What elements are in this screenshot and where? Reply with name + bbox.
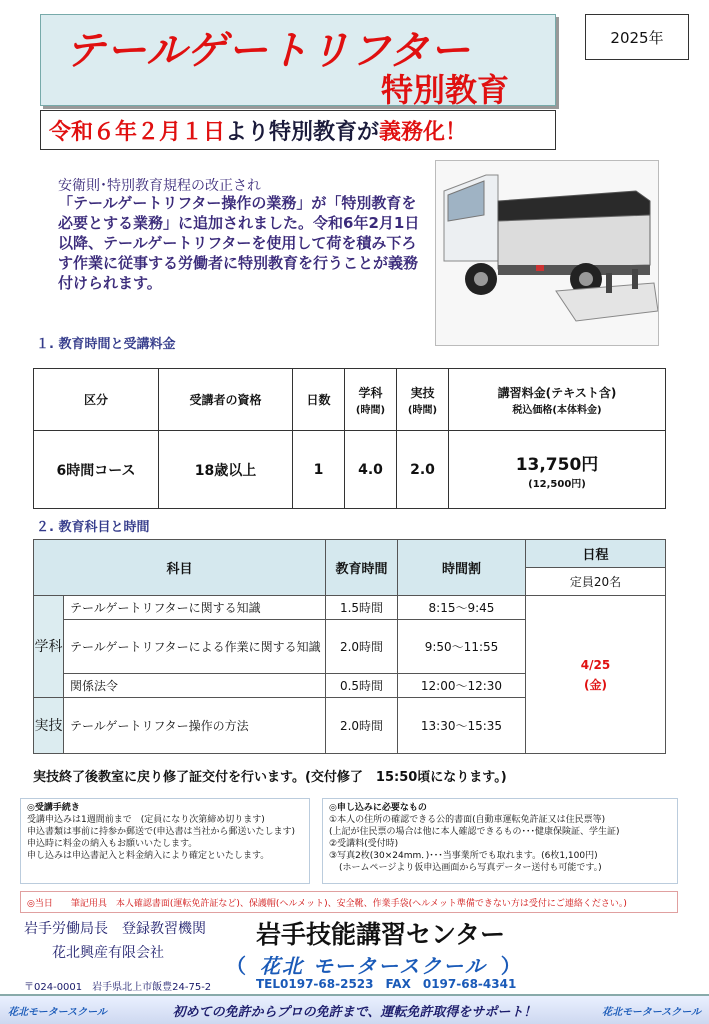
cell-subject: テールゲートリフター操作の方法 <box>64 698 326 754</box>
footer-bar <box>0 994 709 1024</box>
table-header-row <box>34 540 666 568</box>
requirements-line: (ホームページより仮申込画面から写真データー送付も可能です。) <box>339 863 602 873</box>
address: 〒024-0001 岩手県北上市飯豊24-75-2 <box>24 982 212 993</box>
mandate-text: より特別教育が <box>225 119 380 145</box>
mandate-banner <box>40 110 556 150</box>
section1-title: １. 教育時間と受講料金 <box>36 337 176 352</box>
col-schedule: 時間割 <box>398 540 526 596</box>
cell-days: 1 <box>293 431 345 509</box>
procedure-box <box>20 798 310 884</box>
completion-note: 実技終了後教室に戻り修了証交付を行います。(交付修了 15:50頃になります。) <box>33 770 507 785</box>
intro-heading: 安衛則･特別教育規程の改正され <box>58 178 261 194</box>
page-subtitle: 特別教育 <box>380 71 509 109</box>
requirements-box <box>322 798 678 884</box>
contact-numbers: TEL0197-68-2523 FAX 0197-68-4341 <box>256 977 517 991</box>
cell-hours: 1.5時間 <box>326 596 398 620</box>
section2-title: ２. 教育科目と時間 <box>36 520 150 535</box>
procedure-line: 申込時に料金の納入もお願いいたします。 <box>27 839 198 849</box>
requirements-line: ②受講料(受付時) <box>329 839 399 849</box>
cell-theory: 4.0 <box>345 431 397 509</box>
truck-photo <box>435 160 659 346</box>
cell-time: 12:00～12:30 <box>398 674 526 698</box>
mandate-date: 令和６年２月１日 <box>49 119 226 145</box>
cell-time: 13:30～15:35 <box>398 698 526 754</box>
col-hours: 教育時間 <box>326 540 398 596</box>
col-qualification: 受講者の資格 <box>159 369 293 431</box>
logo-right: 花北モータースクール <box>602 1006 701 1018</box>
cell-hours: 2.0時間 <box>326 698 398 754</box>
requirements-line: ①本人の住所の確認できる公的書面(自動車運転免許証又は住民票等) <box>329 815 606 825</box>
intro-body: 「テールゲートリフター操作の業務」が「特別教育を必要とする業務」に追加されました。令和6年2月1日以降、テールゲートリフターを使用して荷を積み下ろす作業に従事する労働者に特別教育を行うことが義務付けられます。 <box>58 194 420 292</box>
school-name: 花北 モータースクール <box>260 954 487 978</box>
org-company: 花北興産有限会社 <box>52 945 164 961</box>
col-days: 日数 <box>293 369 345 431</box>
cell-subject: テールゲートリフターに関する知識 <box>64 596 326 620</box>
cell-time: 8:15～9:45 <box>398 596 526 620</box>
col-theory: 学科 (時間) <box>345 369 397 431</box>
title-banner <box>40 14 556 109</box>
bring-items-note: ◎当日 筆記用具 本人確認書面(運転免許証など)、保護帽(ヘルメット)、安全靴、作業手袋(ヘルメット準備できない方は受付にご連絡ください。) <box>20 891 678 913</box>
requirements-line: ③写真2枚(30×24mm．)･･･当事業所でも取れます。(6枚1,100円) <box>329 851 598 861</box>
org-registration: 岩手労働局長 登録教習機関 <box>24 921 206 937</box>
mandate-emphasis: 義務化！ <box>379 119 468 145</box>
schedule-table <box>33 539 666 754</box>
cell-practical: 2.0 <box>397 431 449 509</box>
col-fee: 講習料金(テキスト含) 税込価格(本体料金) <box>449 369 666 431</box>
requirements-heading: ◎申し込みに必要なもの <box>329 803 427 813</box>
fee-table <box>33 368 666 509</box>
procedure-line: 申し込みは申込書記入と料金納入により確定といたします。 <box>27 851 270 861</box>
table-header-row <box>34 369 666 431</box>
cell-hours: 2.0時間 <box>326 620 398 674</box>
side-practical: 実技 <box>34 698 64 754</box>
date-cell <box>526 596 666 754</box>
year-badge: 2025年 <box>585 14 689 60</box>
cell-subject: 関係法令 <box>64 674 326 698</box>
col-date: 日程 <box>526 540 666 568</box>
cell-subject: テールゲートリフターによる作業に関する知識 <box>64 620 326 674</box>
logo-left: 花北モータースクール <box>8 1006 107 1018</box>
capacity-cell: 定員20名 <box>526 568 666 596</box>
col-category: 区分 <box>34 369 159 431</box>
date-value: 4/25 <box>580 657 611 672</box>
center-name: 岩手技能講習センター <box>256 920 506 949</box>
procedure-line: 申込書類は事前に持参か郵送で(申込書は当社から郵送いたします) <box>27 827 296 837</box>
cell-fee: 13,750円 (12,500円) <box>449 431 666 509</box>
slogan: 初めての免許からプロの免許まで、運転免許取得をサポート！ <box>172 1004 537 1020</box>
table-row <box>34 431 666 509</box>
procedure-line: 受講申込みは1週間前まで (定員になり次第締め切ります) <box>27 815 265 825</box>
col-practical: 実技 (時間) <box>397 369 449 431</box>
cell-hours: 0.5時間 <box>326 674 398 698</box>
cell-category: 6時間コース <box>34 431 159 509</box>
procedure-heading: ◎受講手続き <box>27 803 80 813</box>
page-title: テールゲートリフター <box>65 28 471 74</box>
side-theory: 学科 <box>34 596 64 698</box>
requirements-line: (上記が住民票の場合は他に本人確認できるもの･･･健康保険証、学生証) <box>329 827 620 837</box>
table-row <box>34 596 666 620</box>
cell-time: 9:50～11:55 <box>398 620 526 674</box>
col-subject: 科目 <box>34 540 326 596</box>
date-day: (金) <box>584 677 607 692</box>
school-name-line: （ 花北 モータースクール ） <box>226 954 521 978</box>
cell-qualification: 18歳以上 <box>159 431 293 509</box>
